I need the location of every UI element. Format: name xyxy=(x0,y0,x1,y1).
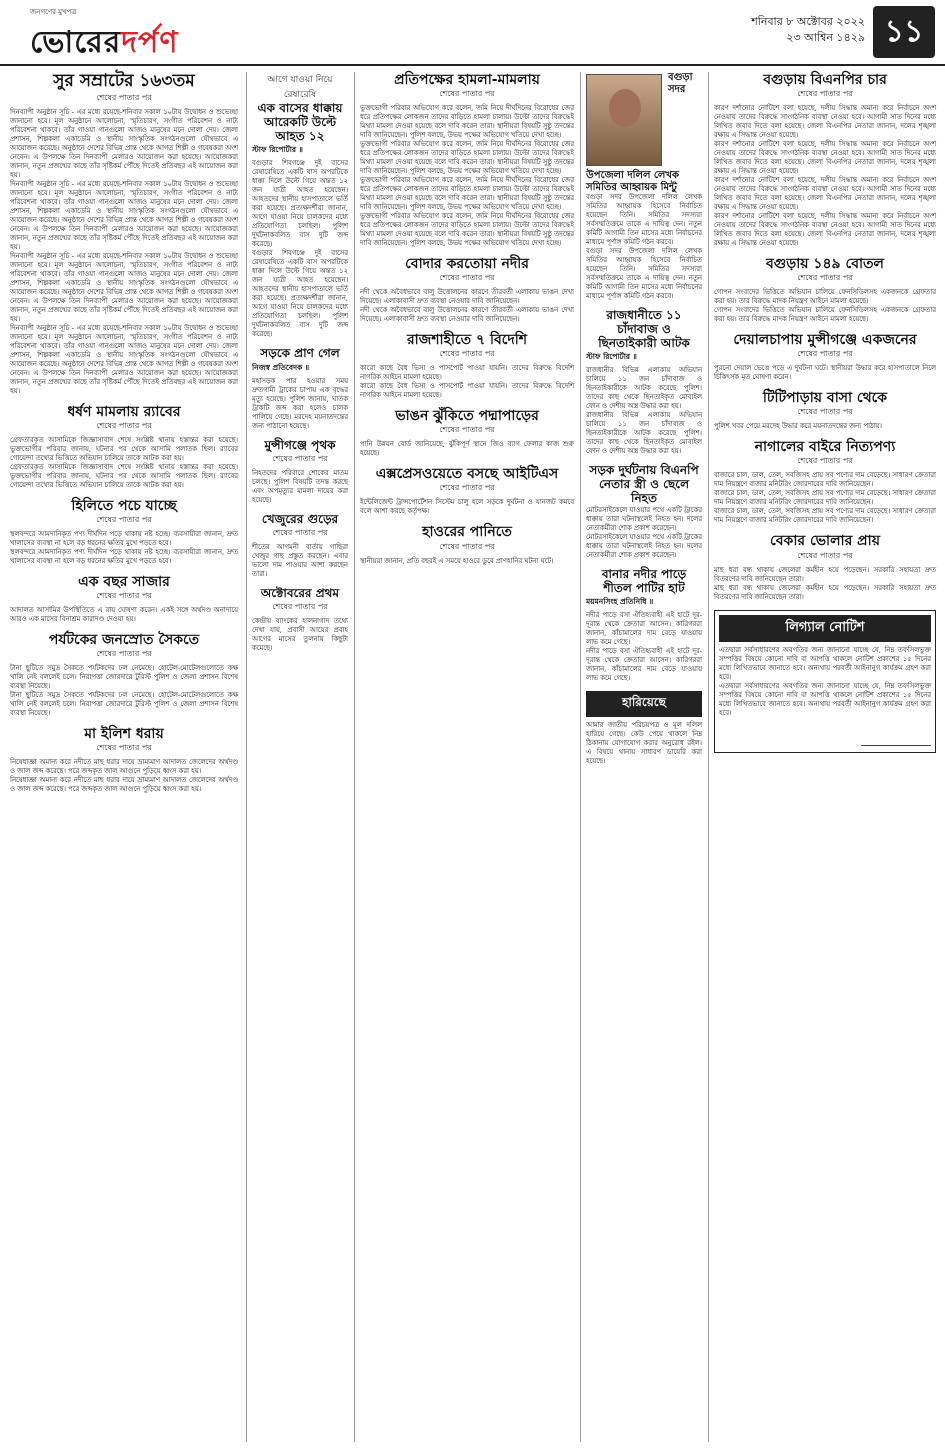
article-body: কারণ দর্শানোর নোটিশে বলা হয়েছে, দলীয় সিদ্ধান্ত অমান্য করে নির্বাচনে অংশ নেওয়ায় তাদের বিরুদ্ধে সাংগঠনিক ব্যবস্থা নেওয়া হবে। আগামী সাত দিনের মধ্যে লিখিত জবাব দিতে বলা হয়েছে। জেলা বিএনপির নেতারা জানান, দলের শৃঙ্খলা রক্ষায় এ সিদ্ধান্ত নেওয়া হয়েছে। xyxy=(714,140,936,176)
article-headline: বগুড়া সদর উপজেলা দলিল লেখক সমিতির আহ্বায়ক মিন্টু xyxy=(586,72,693,193)
article-headline: হিলিতে পচে যাচ্ছে xyxy=(71,497,177,514)
article-body: গ্রেফতারকৃত আসামিকে জিজ্ঞাসাবাদ শেষে সংশ্লিষ্ট থানায় হস্তান্তর করা হয়েছে। ভুক্তভোগীর পরিবার জানায়, ঘটনার পর থেকে আসামি পলাতক ছিল। র‌্যাবের গোয়েন্দা তথ্যের ভিত্তিতে অভিযান চালিয়ে তাকে আটক করা হয়। xyxy=(10,462,238,489)
article xyxy=(10,632,238,718)
article-body: রাজধানীর বিভিন্ন এলাকায় অভিযান চালিয়ে ১১ জন চাঁদাবাজ ও ছিনতাইকারীকে আটক করেছে পুলিশ। তাদের কাছ থেকে ছিনতাইকৃত মোবাইল ফোন ও দেশীয় অস্ত্র উদ্ধার করা হয়। xyxy=(586,411,702,456)
article-headline: এক বছর সাজার xyxy=(78,573,170,590)
article-body: কারণ দর্শানোর নোটিশে বলা হয়েছে, দলীয় সিদ্ধান্ত অমান্য করে নির্বাচনে অংশ নেওয়ায় তাদের বিরুদ্ধে সাংগঠনিক ব্যবস্থা নেওয়া হবে। আগামী সাত দিনের মধ্যে লিখিত জবাব দিতে বলা হয়েছে। জেলা বিএনপির নেতারা জানান, দলের শৃঙ্খলা রক্ষায় এ সিদ্ধান্ত নেওয়া হয়েছে। xyxy=(714,104,936,140)
lost-notice-body: আমার জাতীয় পরিচয়পত্র ও মূল দলিল হারিয়ে গেছে। কেউ পেয়ে থাকলে নিম্ন ঠিকানায় যোগাযোগ করার অনুরোধ রইল। এ বিষয়ে থানায় সাধারণ ডায়েরি করা হয়েছে। xyxy=(586,721,702,766)
article-headline: এক বাসের ধাক্কায় আরেকটি উল্টে আহত ১২ xyxy=(257,101,343,143)
article-body: বাজারে চাল, ডাল, তেল, সবজিসহ প্রায় সব পণ্যের দাম বেড়েছে। সাধারণ ক্রেতারা দাম নিয়ন্ত্রণে বাজার মনিটরিং জোরদারের দাবি জানিয়েছেন। xyxy=(714,489,936,507)
article-subhead: শেষের পাতার পর xyxy=(797,89,853,99)
article-body: দিনব্যাপী অনুষ্ঠান সূচি - এর মধ্যে রয়েছে-শনিবার সকাল ১০টায় উদ্বোধন ও শুভেচ্ছা জানানো হবে। মূল অনুষ্ঠানে আলোচনা, স্মৃতিচারণ, সংগীত পরিবেশন ও নাট্য পরিবেশনা থাকবে। তাঁর গাওয়া গানগুলো আজও মানুষের মনে দোলা দেয়। জেলা প্রশাসন, শিল্পকলা একাডেমি ও স্থানীয় সাংস্কৃতিক সংগঠনগুলো যৌথভাবে এ আয়োজন করেছে। অনুষ্ঠানে দেশের বিভিন্ন প্রান্ত থেকে আগত শিল্পী ও গবেষকরা অংশ নেবেন। এ উপলক্ষে তিন দিনব্যাপী মেলারও আয়োজন করা হয়েছে। আয়োজকরা জানান, নতুন প্রজন্মের কাছে তাঁর সৃষ্টিকর্ম পৌঁছে দিতেই প্রতিবছর এই আয়োজন করা হয়। xyxy=(10,179,238,251)
article-body: বাজারে চাল, ডাল, তেল, সবজিসহ প্রায় সব পণ্যের দাম বেড়েছে। সাধারণ ক্রেতারা দাম নিয়ন্ত্রণে বাজার মনিটরিং জোরদারের দাবি জানিয়েছেন। xyxy=(714,507,936,525)
article-subhead: শেষের পাতার পর xyxy=(797,273,853,283)
article-body: শীতের আগমনী বার্তায় গাছিরা খেজুর গাছ প্রস্তুত করছেন। এবার ভালো দাম পাওয়ার আশা করছেন তারা। xyxy=(252,542,348,578)
article-body: ভুক্তভোগী পরিবার অভিযোগ করে বলেন, জমি নিয়ে দীর্ঘদিনের বিরোধের জের ধরে প্রতিপক্ষের লোকজন তাদের বাড়িতে হামলা চালায়। উল্টো তাদের বিরুদ্ধেই মিথ্যা মামলা দেওয়া হয়েছে বলে দাবি করেন তারা। স্থানীয়রা বিষয়টি সুষ্ঠু তদন্তের দাবি জানিয়েছেন। পুলিশ বলছে, উভয় পক্ষের অভিযোগ খতিয়ে দেখা হচ্ছে। xyxy=(360,212,574,248)
article-body: স্থলবন্দরে আমদানিকৃত পণ্য দীর্ঘদিন পড়ে থাকায় নষ্ট হচ্ছে। ব্যবসায়ীরা জানান, দ্রুত খালাসের ব্যবস্থা না হলে বড় ধরনের ক্ষতির মুখে পড়তে হবে। xyxy=(10,547,238,565)
article xyxy=(586,72,702,301)
article-body: আদালত আসামির উপস্থিতিতে এ রায় ঘোষণা করেন। একই সঙ্গে অর্থদণ্ড অনাদায়ে আরও এক মাসের বিনাশ্রম কারাদণ্ড দেওয়া হয়। xyxy=(10,605,238,623)
article xyxy=(586,464,702,559)
article xyxy=(10,726,238,794)
article-kicker: আগে যাওয়া নিয়ে রেষারেষি xyxy=(267,75,333,100)
masthead xyxy=(0,0,945,66)
article-body: দিনব্যাপী অনুষ্ঠান সূচি - এর মধ্যে রয়েছে-শনিবার সকাল ১০টায় উদ্বোধন ও শুভেচ্ছা জানানো হবে। মূল অনুষ্ঠানে আলোচনা, স্মৃতিচারণ, সংগীত পরিবেশন ও নাট্য পরিবেশনা থাকবে। তাঁর গাওয়া গানগুলো আজও মানুষের মনে দোলা দেয়। জেলা প্রশাসন, শিল্পকলা একাডেমি ও স্থানীয় সাংস্কৃতিক সংগঠনগুলো যৌথভাবে এ আয়োজন করেছে। অনুষ্ঠানে দেশের বিভিন্ন প্রান্ত থেকে আগত শিল্পী ও গবেষকরা অংশ নেবেন। এ উপলক্ষে তিন দিনব্যাপী মেলারও আয়োজন করা হয়েছে। আয়োজকরা জানান, নতুন প্রজন্মের কাছে তাঁর সৃষ্টিকর্ম পৌঁছে দিতেই প্রতিবছর এই আয়োজন করা হয়। xyxy=(10,107,238,179)
article xyxy=(586,309,702,456)
article xyxy=(714,256,936,324)
logo-part1: ভোরের xyxy=(30,25,122,60)
article-headline: মা ইলিশ ধরায় xyxy=(84,725,164,742)
article-headline: সুর সম্রাটের ১৬৩তম xyxy=(53,71,195,91)
column-5 xyxy=(714,72,936,753)
article xyxy=(360,332,574,400)
article-subhead: শেষের পাতার পর xyxy=(272,453,328,463)
column-divider xyxy=(580,72,581,1442)
article xyxy=(252,72,348,339)
logo-part2: দর্পণ xyxy=(121,25,179,60)
article xyxy=(586,568,702,684)
article xyxy=(10,498,238,566)
article-body: মাছ ধরা বন্ধ থাকায় জেলেরা কর্মহীন হয়ে পড়েছেন। সরকারি সহায়তা দ্রুত বিতরণের দাবি জানিয়েছেন তারা। xyxy=(714,565,936,583)
article-subhead: শেষের পাতার পর xyxy=(272,527,328,537)
article-headline: বগুড়ায় ১৪৯ বোতল xyxy=(766,256,884,273)
article xyxy=(360,524,574,565)
article-body: নিহতদের পরিবারে শোকের মাতম চলছে। পুলিশ বিষয়টি তদন্ত করছে এবং অপমৃত্যুর মামলা দায়ের করা হয়েছে। xyxy=(252,468,348,504)
lost-notice-title: হারিয়েছে xyxy=(586,691,702,717)
article-subhead: শেষের পাতার পর xyxy=(272,601,328,611)
article-subhead: শেষের পাতার পর xyxy=(797,456,853,466)
article-body: ইন্টেলিজেন্ট ট্রান্সপোর্টেশন সিস্টেম চালু হলে সড়কে দুর্ঘটনা ও যানজট কমবে বলে আশা করছে কর্তৃপক্ষ। xyxy=(360,498,574,516)
article-headline: পর্যটকের জনস্রোত সৈকতে xyxy=(48,631,200,648)
signature xyxy=(861,724,931,746)
column-2 xyxy=(252,72,348,661)
article-subhead: শেষের পাতার পর xyxy=(96,514,152,524)
article-body: নদীর পাড়ে বসা ঐতিহ্যবাহী এই হাটে দূর-দূরান্ত থেকে ক্রেতারা আসেন। কারিগররা জানান, কাঁচামালের দাম বেড়ে যাওয়ায় লাভ কমে গেছে। xyxy=(586,611,702,647)
article-subhead: শেষের পাতার পর xyxy=(439,349,495,359)
issue-dates xyxy=(751,14,865,46)
legal-notice-title: লিগ্যাল নোটিশ xyxy=(719,615,931,642)
article-headline: বানার নদীর পাড়ে শীতল পাটির হাট xyxy=(601,566,687,595)
article-body: ভুক্তভোগী পরিবার অভিযোগ করে বলেন, জমি নিয়ে দীর্ঘদিনের বিরোধের জের ধরে প্রতিপক্ষের লোকজন তাদের বাড়িতে হামলা চালায়। উল্টো তাদের বিরুদ্ধেই মিথ্যা মামলা দেওয়া হয়েছে বলে দাবি করেন তারা। স্থানীয়রা বিষয়টি সুষ্ঠু তদন্তের দাবি জানিয়েছেন। পুলিশ বলছে, উভয় পক্ষের অভিযোগ খতিয়ে দেখা হচ্ছে। xyxy=(360,104,574,140)
article-body: গ্রেফতারকৃত আসামিকে জিজ্ঞাসাবাদ শেষে সংশ্লিষ্ট থানায় হস্তান্তর করা হয়েছে। ভুক্তভোগীর পরিবার জানায়, ঘটনার পর থেকে আসামি পলাতক ছিল। র‌্যাবের গোয়েন্দা তথ্যের ভিত্তিতে অভিযান চালিয়ে তাকে আটক করা হয়। xyxy=(10,435,238,462)
article-subhead: শেষের পাতার পর xyxy=(439,273,495,283)
article-body: কারো কাছে বৈধ ভিসা ও পাসপোর্ট পাওয়া যায়নি। তাদের বিরুদ্ধে বিদেশি নাগরিক আইনে মামলা হয়েছে। xyxy=(360,364,574,382)
column-divider xyxy=(246,72,247,1442)
article xyxy=(252,513,348,579)
article-headline: সড়কে প্রাণ গেল xyxy=(260,346,340,361)
column-3 xyxy=(360,72,574,574)
page-number: ১১ xyxy=(873,6,935,58)
article-body: ভুক্তভোগী পরিবার অভিযোগ করে বলেন, জমি নিয়ে দীর্ঘদিনের বিরোধের জের ধরে প্রতিপক্ষের লোকজন তাদের বাড়িতে হামলা চালায়। উল্টো তাদের বিরুদ্ধেই মিথ্যা মামলা দেওয়া হয়েছে বলে দাবি করেন তারা। স্থানীয়রা বিষয়টি সুষ্ঠু তদন্তের দাবি জানিয়েছেন। পুলিশ বলছে, উভয় পক্ষের অভিযোগ খতিয়ে দেখা হচ্ছে। xyxy=(360,140,574,176)
article-subhead: শেষের পাতার পর xyxy=(797,349,853,359)
article xyxy=(252,439,348,505)
issue-date: শনিবার ৮ অক্টোবর ২০২২ xyxy=(751,15,865,28)
article-subhead: শেষের পাতার পর xyxy=(96,92,152,102)
article xyxy=(714,439,936,525)
article-byline: নিজস্ব প্রতিবেদক ॥ xyxy=(252,363,310,373)
article-headline: হাওরের পানিতে xyxy=(422,524,512,541)
article xyxy=(714,390,936,431)
article-subhead: শেষের পাতার পর xyxy=(797,550,853,560)
article-headline: বগুড়ায় বিএনপির চার xyxy=(763,72,887,88)
article-headline: খেজুরের গুড়ের xyxy=(261,511,339,526)
article-body: কারো কাছে বৈধ ভিসা ও পাসপোর্ট পাওয়া যায়নি। তাদের বিরুদ্ধে বিদেশি নাগরিক আইনে মামলা হয়েছে। xyxy=(360,382,574,400)
article-body: মাছ ধরা বন্ধ থাকায় জেলেরা কর্মহীন হয়ে পড়েছেন। সরকারি সহায়তা দ্রুত বিতরণের দাবি জানিয়েছেন তারা। xyxy=(714,583,936,601)
article-subhead: শেষের পাতার পর xyxy=(96,743,152,753)
article-headline: বোদার করতোয়া নদীর xyxy=(405,256,529,273)
article xyxy=(360,72,574,248)
article-body: কারণ দর্শানোর নোটিশে বলা হয়েছে, দলীয় সিদ্ধান্ত অমান্য করে নির্বাচনে অংশ নেওয়ায় তাদের বিরুদ্ধে সাংগঠনিক ব্যবস্থা নেওয়া হবে। আগামী সাত দিনের মধ্যে লিখিত জবাব দিতে বলা হয়েছে। জেলা বিএনপির নেতারা জানান, দলের শৃঙ্খলা রক্ষায় এ সিদ্ধান্ত নেওয়া হয়েছে। xyxy=(714,176,936,212)
article-body: নদীর পাড়ে বসা ঐতিহ্যবাহী এই হাটে দূর-দূরান্ত থেকে ক্রেতারা আসেন। কারিগররা জানান, কাঁচামালের দাম বেড়ে যাওয়ায় লাভ কমে গেছে। xyxy=(586,647,702,683)
article-body: মোটরসাইকেলে যাওয়ার পথে একটি ট্রাকের ধাক্কায় তারা ঘটনাস্থলেই নিহত হন। দলের নেতাকর্মীরা শোক প্রকাশ করেছেন। xyxy=(586,532,702,559)
article-headline: অক্টোবরের প্রথম xyxy=(260,585,340,600)
article-headline: ধর্ষণ মামলায় র‌্যাবের xyxy=(67,403,181,420)
article-body: গোপন সংবাদের ভিত্তিতে অভিযান চালিয়ে ফেনসিডিলসহ একজনকে গ্রেফতার করা হয়। তার বিরুদ্ধে মাদক নিয়ন্ত্রণ আইনে মামলা হয়েছে। xyxy=(714,306,936,324)
article-subhead: শেষের পাতার পর xyxy=(439,541,495,551)
article-body: পুলিশ খবর পেয়ে মরদেহ উদ্ধার করে ময়নাতদন্তের জন্য পাঠায়। xyxy=(714,422,882,431)
legal-notice xyxy=(714,610,936,753)
article xyxy=(10,404,238,490)
article xyxy=(10,72,238,396)
column-divider xyxy=(708,72,709,1442)
column-divider xyxy=(354,72,355,1442)
article-body: টানা ছুটিতে সমুদ্র সৈকতে পর্যটকদের ঢল নেমেছে। হোটেল-মোটেলগুলোতে কক্ষ খালি নেই বললেই চলে। নিরাপত্তা জোরদারে টুরিস্ট পুলিশ ও জেলা প্রশাসন বিশেষ ব্যবস্থা নিয়েছে। xyxy=(10,690,238,717)
article-byline: ময়মনসিংহ প্রতিনিধি ॥ xyxy=(586,597,654,607)
article xyxy=(360,256,574,324)
article xyxy=(714,72,936,248)
article-body: বগুড়া সদর উপজেলা দলিল লেখক সমিতির আহ্বায়ক হিসেবে নির্বাচিত হয়েছেন তিনি। সমিতির সদস্যরা সর্বসম্মতিক্রমে তাকে এ দায়িত্ব দেন। নতুন কমিটি আগামী তিন মাসের মধ্যে নির্বাচনের মাধ্যমে পূর্ণাঙ্গ কমিটি গঠন করবে। xyxy=(586,247,702,300)
article-body: বাজারে চাল, ডাল, তেল, সবজিসহ প্রায় সব পণ্যের দাম বেড়েছে। সাধারণ ক্রেতারা দাম নিয়ন্ত্রণে বাজার মনিটরিং জোরদারের দাবি জানিয়েছেন। xyxy=(714,471,936,489)
article xyxy=(360,466,574,516)
portrait-photo xyxy=(586,74,662,166)
article-body: পানি উন্নয়ন বোর্ড জানিয়েছে, ঝুঁকিপূর্ণ স্থানে জিও ব্যাগ ফেলার কাজ শুরু হয়েছে। xyxy=(360,440,574,458)
article-headline: রাজশাহীতে ৭ বিদেশি xyxy=(406,332,528,349)
article-subhead: শেষের পাতার পর xyxy=(797,407,853,417)
article-body: বগুড়ার শিবগঞ্জে দুই বাসের রেষারেষিতে একটি বাস অপরটিকে ধাক্কা দিলে উল্টে গিয়ে অন্তত ১২ জন যাত্রী আহত হয়েছেন। আহতদের স্থানীয় হাসপাতালে ভর্তি করা হয়েছে। প্রত্যক্ষদর্শীরা জানান, আগে যাওয়া নিয়ে চালকদের মধ্যে প্রতিযোগিতা চলছিল। পুলিশ দুর্ঘটনাকবলিত বাস দুটি জব্দ করেছে। xyxy=(252,159,348,249)
article-headline: মুন্সীগঞ্জে পৃথক xyxy=(264,438,336,453)
article-headline: দেয়ালচাপায় মুন্সীগঞ্জে একজনের xyxy=(733,332,917,349)
article-headline: রাজধানীতে ১১ চাঁদাবাজ ও ছিনতাইকারী আটক xyxy=(598,308,690,350)
article xyxy=(360,408,574,458)
article-body: মোটরসাইকেলে যাওয়ার পথে একটি ট্রাকের ধাক্কায় তারা ঘটনাস্থলেই নিহত হন। দলের নেতাকর্মীরা শোক প্রকাশ করেছেন। xyxy=(586,505,702,532)
article-byline: স্টাফ রিপোর্টার ॥ xyxy=(586,352,637,362)
article-body: বগুড়ার শিবগঞ্জে দুই বাসের রেষারেষিতে একটি বাস অপরটিকে ধাক্কা দিলে উল্টে গিয়ে অন্তত ১২ জন যাত্রী আহত হয়েছেন। আহতদের স্থানীয় হাসপাতালে ভর্তি করা হয়েছে। প্রত্যক্ষদর্শীরা জানান, আগে যাওয়া নিয়ে চালকদের মধ্যে প্রতিযোগিতা চলছিল। পুলিশ দুর্ঘটনাকবলিত বাস দুটি জব্দ করেছে। xyxy=(252,249,348,339)
article-byline: স্টাফ রিপোর্টার ॥ xyxy=(252,145,303,155)
article-body: রাজধানীর বিভিন্ন এলাকায় অভিযান চালিয়ে ১১ জন চাঁদাবাজ ও ছিনতাইকারীকে আটক করেছে পুলিশ। তাদের কাছ থেকে ছিনতাইকৃত মোবাইল ফোন ও দেশীয় অস্ত্র উদ্ধার করা হয়। xyxy=(586,366,702,411)
article xyxy=(252,587,348,653)
article-subhead: শেষের পাতার পর xyxy=(439,89,495,99)
article-body: পুরনো দেয়াল ভেঙে পড়ে এ দুর্ঘটনা ঘটে। স্থানীয়রা উদ্ধার করে হাসপাতালে নিলে চিকিৎসক মৃত ঘোষণা করেন। xyxy=(714,364,936,382)
article-subhead: শেষের পাতার পর xyxy=(439,425,495,435)
article-subhead: শেষের পাতার পর xyxy=(96,648,152,658)
article-body: গোপন সংবাদের ভিত্তিতে অভিযান চালিয়ে ফেনসিডিলসহ একজনকে গ্রেফতার করা হয়। তার বিরুদ্ধে মাদক নিয়ন্ত্রণ আইনে মামলা হয়েছে। xyxy=(714,288,936,306)
article-headline: ভাঙন ঝুঁকিতে পদ্মাপাড়ের xyxy=(395,408,539,425)
issue-date-alt: ২৩ আশ্বিন ১৪২৯ xyxy=(786,31,865,44)
article-subhead: শেষের পাতার পর xyxy=(96,590,152,600)
article xyxy=(714,332,936,382)
legal-notice-body: এতদ্বারা সর্বসাধারণের অবগতির জন্য জানানো যাচ্ছে যে, নিম্ন তফসিলভুক্ত সম্পত্তির বিষয়ে কোনো দাবি বা আপত্তি থাকলে নোটিশ প্রকাশের ১৫ দিনের মধ্যে লিখিতভাবে জানাতে হবে। অন্যথায় পরবর্তী আইনানুগ কার্যক্রম গ্রহণ করা হবে। xyxy=(719,681,931,717)
article-body: নদী থেকে অবৈধভাবে বালু উত্তোলনের কারণে তীরবর্তী এলাকায় ভাঙন দেখা দিয়েছে। এলাকাবাসী দ্রুত ব্যবস্থা নেওয়ার দাবি জানিয়েছেন। xyxy=(360,306,574,324)
article-body: কেন্দ্রীয় ব্যাংকের হালনাগাদ তথ্যে দেখা যায়, প্রবাসী আয়ের প্রবাহ আগের মাসের তুলনায় কিছুটা কমেছে। xyxy=(252,616,348,652)
article-body: স্থলবন্দরে আমদানিকৃত পণ্য দীর্ঘদিন পড়ে থাকায় নষ্ট হচ্ছে। ব্যবসায়ীরা জানান, দ্রুত খালাসের ব্যবস্থা না হলে বড় ধরনের ক্ষতির মুখে পড়তে হবে। xyxy=(10,529,238,547)
article-body: নদী থেকে অবৈধভাবে বালু উত্তোলনের কারণে তীরবর্তী এলাকায় ভাঙন দেখা দিয়েছে। এলাকাবাসী দ্রুত ব্যবস্থা নেওয়ার দাবি জানিয়েছেন। xyxy=(360,288,574,306)
article-headline: টিটিপাড়ায় বাসা থেকে xyxy=(762,390,888,407)
logo-tagline: জনগণের মুখপত্র xyxy=(30,8,77,16)
article-body: নিষেধাজ্ঞা অমান্য করে নদীতে মাছ ধরার দায়ে ভ্রাম্যমাণ আদালত জেলেদের অর্থদণ্ড ও জাল জব্দ করেছে। পরে জব্দকৃত জাল আগুনে পুড়িয়ে ধ্বংস করা হয়। xyxy=(10,758,238,776)
article-headline: বেকার ভোলার প্রায় xyxy=(770,533,880,550)
article-body: কারণ দর্শানোর নোটিশে বলা হয়েছে, দলীয় সিদ্ধান্ত অমান্য করে নির্বাচনে অংশ নেওয়ায় তাদের বিরুদ্ধে সাংগঠনিক ব্যবস্থা নেওয়া হবে। আগামী সাত দিনের মধ্যে লিখিত জবাব দিতে বলা হয়েছে। জেলা বিএনপির নেতারা জানান, দলের শৃঙ্খলা রক্ষায় এ সিদ্ধান্ত নেওয়া হয়েছে। xyxy=(714,212,936,248)
article-body: স্থানীয়রা জানান, প্রতি বছরই এ সময়ে হাওরে ডুবে প্রাণহানির ঘটনা ঘটে। xyxy=(360,556,554,565)
article-body: বগুড়া সদর উপজেলা দলিল লেখক সমিতির আহ্বায়ক হিসেবে নির্বাচিত হয়েছেন তিনি। সমিতির সদস্যরা সর্বসম্মতিক্রমে তাকে এ দায়িত্ব দেন। নতুন কমিটি আগামী তিন মাসের মধ্যে নির্বাচনের মাধ্যমে পূর্ণাঙ্গ কমিটি গঠন করবে। xyxy=(586,193,702,246)
article-body: নিষেধাজ্ঞা অমান্য করে নদীতে মাছ ধরার দায়ে ভ্রাম্যমাণ আদালত জেলেদের অর্থদণ্ড ও জাল জব্দ করেছে। পরে জব্দকৃত জাল আগুনে পুড়িয়ে ধ্বংস করা হয়। xyxy=(10,776,238,794)
article-body: মহাসড়ক পার হওয়ার সময় দ্রুতগামী ট্রাকের চাপায় এক বৃদ্ধের মৃত্যু হয়েছে। পুলিশ জানায়, ঘাতক ট্রাকটি জব্দ করা হলেও চালক পালিয়ে গেছে। মরদেহ ময়নাতদন্তের জন্য পাঠানো হয়েছে। xyxy=(252,377,348,431)
article-headline: এক্সপ্রেসওয়েতে বসছে আইটিএস xyxy=(375,466,559,483)
article-headline: নাগালের বাইরে নিত্যপণ্য xyxy=(754,439,896,456)
article-subhead: শেষের পাতার পর xyxy=(96,420,152,430)
logo xyxy=(30,6,179,69)
article xyxy=(252,347,348,431)
article-headline: সড়ক দুর্ঘটনায় বিএনপি নেতার স্ত্রী ও ছেলে নিহত xyxy=(589,463,699,505)
article-body: ভুক্তভোগী পরিবার অভিযোগ করে বলেন, জমি নিয়ে দীর্ঘদিনের বিরোধের জের ধরে প্রতিপক্ষের লোকজন তাদের বাড়িতে হামলা চালায়। উল্টো তাদের বিরুদ্ধেই মিথ্যা মামলা দেওয়া হয়েছে বলে দাবি করেন তারা। স্থানীয়রা বিষয়টি সুষ্ঠু তদন্তের দাবি জানিয়েছেন। পুলিশ বলছে, উভয় পক্ষের অভিযোগ খতিয়ে দেখা হচ্ছে। xyxy=(360,176,574,212)
article-subhead: শেষের পাতার পর xyxy=(439,483,495,493)
column-4 xyxy=(586,72,702,766)
legal-notice-body: এতদ্বারা সর্বসাধারণের অবগতির জন্য জানানো যাচ্ছে যে, নিম্ন তফসিলভুক্ত সম্পত্তির বিষয়ে কোনো দাবি বা আপত্তি থাকলে নোটিশ প্রকাশের ১৫ দিনের মধ্যে লিখিতভাবে জানাতে হবে। অন্যথায় পরবর্তী আইনানুগ কার্যক্রম গ্রহণ করা হবে। xyxy=(719,645,931,681)
article xyxy=(10,574,238,624)
article-headline: প্রতিপক্ষের হামলা-মামলায় xyxy=(394,72,540,88)
article xyxy=(714,533,936,601)
column-1 xyxy=(10,72,238,802)
article-body: দিনব্যাপী অনুষ্ঠান সূচি - এর মধ্যে রয়েছে-শনিবার সকাল ১০টায় উদ্বোধন ও শুভেচ্ছা জানানো হবে। মূল অনুষ্ঠানে আলোচনা, স্মৃতিচারণ, সংগীত পরিবেশন ও নাট্য পরিবেশনা থাকবে। তাঁর গাওয়া গানগুলো আজও মানুষের মনে দোলা দেয়। জেলা প্রশাসন, শিল্পকলা একাডেমি ও স্থানীয় সাংস্কৃতিক সংগঠনগুলো যৌথভাবে এ আয়োজন করেছে। অনুষ্ঠানে দেশের বিভিন্ন প্রান্ত থেকে আগত শিল্পী ও গবেষকরা অংশ নেবেন। এ উপলক্ষে তিন দিনব্যাপী মেলারও আয়োজন করা হয়েছে। আয়োজকরা জানান, নতুন প্রজন্মের কাছে তাঁর সৃষ্টিকর্ম পৌঁছে দিতেই প্রতিবছর এই আয়োজন করা হয়। xyxy=(10,251,238,323)
article-body: দিনব্যাপী অনুষ্ঠান সূচি - এর মধ্যে রয়েছে-শনিবার সকাল ১০টায় উদ্বোধন ও শুভেচ্ছা জানানো হবে। মূল অনুষ্ঠানে আলোচনা, স্মৃতিচারণ, সংগীত পরিবেশন ও নাট্য পরিবেশনা থাকবে। তাঁর গাওয়া গানগুলো আজও মানুষের মনে দোলা দেয়। জেলা প্রশাসন, শিল্পকলা একাডেমি ও স্থানীয় সাংস্কৃতিক সংগঠনগুলো যৌথভাবে এ আয়োজন করেছে। অনুষ্ঠানে দেশের বিভিন্ন প্রান্ত থেকে আগত শিল্পী ও গবেষকরা অংশ নেবেন। এ উপলক্ষে তিন দিনব্যাপী মেলারও আয়োজন করা হয়েছে। আয়োজকরা জানান, নতুন প্রজন্মের কাছে তাঁর সৃষ্টিকর্ম পৌঁছে দিতেই প্রতিবছর এই আয়োজন করা হয়। xyxy=(10,323,238,395)
article-body: টানা ছুটিতে সমুদ্র সৈকতে পর্যটকদের ঢল নেমেছে। হোটেল-মোটেলগুলোতে কক্ষ খালি নেই বললেই চলে। নিরাপত্তা জোরদারে টুরিস্ট পুলিশ ও জেলা প্রশাসন বিশেষ ব্যবস্থা নিয়েছে। xyxy=(10,663,238,690)
